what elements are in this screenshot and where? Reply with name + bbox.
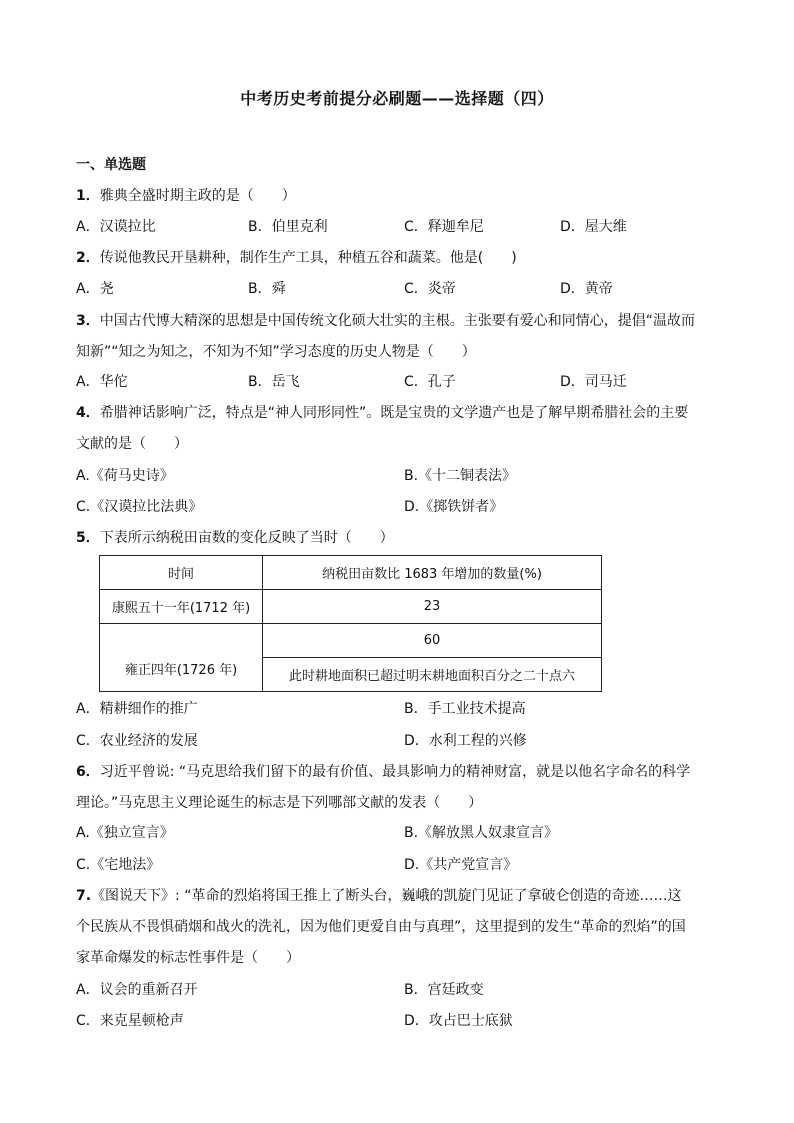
table-cell: 雍正四年(1726 年) bbox=[100, 624, 263, 692]
question-text: 习近平曾说: “马克思给我们留下的最有价值、最具影响力的精神财富，就是以他名字命名的科学 bbox=[99, 764, 691, 780]
table-header-row bbox=[100, 556, 602, 590]
question-4-continued: 文献的是（ ） bbox=[76, 436, 188, 452]
option-d: D．攻占巴士底狱 bbox=[404, 1013, 513, 1029]
question-6-continued: 理论。”马克思主义理论诞生的标志是下列哪部文献的发表（ ） bbox=[76, 795, 483, 811]
question-number: 2． bbox=[76, 250, 100, 266]
option-b: B.《十二铜表法》 bbox=[404, 468, 517, 484]
question-text: 中国古代博大精深的思想是中国传统文化硕大壮实的主根。主张要有爱心和同情心，提倡“温故而 bbox=[99, 313, 696, 329]
page-title: 中考历史考前提分必刷题——选择题（四） bbox=[240, 89, 554, 108]
option-c: C.《宅地法》 bbox=[76, 857, 161, 873]
option-a: A．精耕细作的推广 bbox=[76, 701, 198, 717]
option-b: B．宫廷政变 bbox=[404, 982, 484, 998]
question-number: 5． bbox=[76, 530, 100, 546]
option-d: D.《掷铁饼者》 bbox=[404, 499, 504, 515]
table-header-cell: 时间 bbox=[100, 556, 263, 590]
option-b: B.《解放黑人奴隶宣言》 bbox=[404, 825, 559, 841]
option-a: A.《荷马史诗》 bbox=[76, 468, 174, 484]
question-text: 下表所示纳税田亩数的变化反映了当时（ ） bbox=[99, 530, 394, 546]
question-number: 7. bbox=[76, 888, 92, 904]
option-c: C．孔子 bbox=[404, 374, 456, 390]
table-row bbox=[100, 624, 602, 658]
option-d: D．屋大维 bbox=[560, 219, 627, 235]
option-a: A．华佗 bbox=[76, 374, 128, 390]
option-b: B．伯里克利 bbox=[248, 219, 328, 235]
table-header-cell: 纳税田亩数比 1683 年增加的数量(%) bbox=[263, 556, 602, 590]
question-number: 1． bbox=[76, 188, 100, 204]
question-text: 希腊神话影响广泛，特点是“神人同形同性”。既是宝贵的文学遗产也是了解早期希腊社会的主要 bbox=[99, 405, 689, 421]
option-d: D．黄帝 bbox=[560, 281, 613, 297]
table-row bbox=[100, 590, 602, 624]
option-c: C.《汉谟拉比法典》 bbox=[76, 499, 203, 515]
question-1 bbox=[76, 186, 296, 206]
option-d: D．水利工程的兴修 bbox=[404, 733, 527, 749]
question-7-continued: 家革命爆发的标志性事件是（ ） bbox=[76, 950, 300, 966]
section-heading: 一、单选题 bbox=[76, 157, 146, 173]
option-a: A．汉谟拉比 bbox=[76, 219, 156, 235]
option-d: D．司马迁 bbox=[560, 374, 627, 390]
option-a: A．议会的重新召开 bbox=[76, 982, 198, 998]
question-text: 雅典全盛时期主政的是（ ） bbox=[99, 188, 296, 204]
option-c: C．释迦牟尼 bbox=[404, 219, 484, 235]
question-6 bbox=[76, 762, 690, 782]
question-2 bbox=[76, 248, 517, 268]
question-7 bbox=[76, 886, 681, 906]
option-b: B．舜 bbox=[248, 281, 286, 297]
table-cell: 60 bbox=[263, 624, 602, 658]
option-d: D.《共产党宣言》 bbox=[404, 857, 518, 873]
table-cell: 23 bbox=[263, 590, 602, 624]
question-text: 传说他教民开垦耕种，制作生产工具，种植五谷和蔬菜。他是( ) bbox=[99, 250, 517, 266]
table-cell: 此时耕地面积已超过明末耕地面积百分之二十点六 bbox=[263, 658, 602, 692]
data-table bbox=[99, 555, 602, 692]
question-number: 6． bbox=[76, 764, 100, 780]
option-a: A.《独立宣言》 bbox=[76, 825, 174, 841]
option-c: C．农业经济的发展 bbox=[76, 733, 198, 749]
option-c: C．炎帝 bbox=[404, 281, 456, 297]
option-b: B．岳飞 bbox=[248, 374, 300, 390]
question-4 bbox=[76, 403, 688, 423]
table-cell: 康熙五十一年(1712 年) bbox=[100, 590, 263, 624]
question-text: 《图说天下》: “革命的烈焰将国王推上了断头台，巍峨的凯旋门见证了拿破仑创造的奇迹……这 bbox=[91, 888, 682, 904]
question-7-continued: 个民族从不畏惧硝烟和战火的洗礼，因为他们更爱自由与真理”，这里提到的发生“革命的烈焰”的国 bbox=[76, 919, 686, 935]
question-3-continued: 知新”“知之为知之，不知为不知”学习态度的历史人物是（ ） bbox=[76, 344, 476, 360]
option-c: C．来克星顿枪声 bbox=[76, 1013, 184, 1029]
question-5 bbox=[76, 528, 394, 548]
question-3 bbox=[76, 311, 695, 331]
question-number: 3． bbox=[76, 313, 100, 329]
option-b: B．手工业技术提高 bbox=[404, 701, 526, 717]
question-number: 4． bbox=[76, 405, 100, 421]
option-a: A．尧 bbox=[76, 281, 114, 297]
